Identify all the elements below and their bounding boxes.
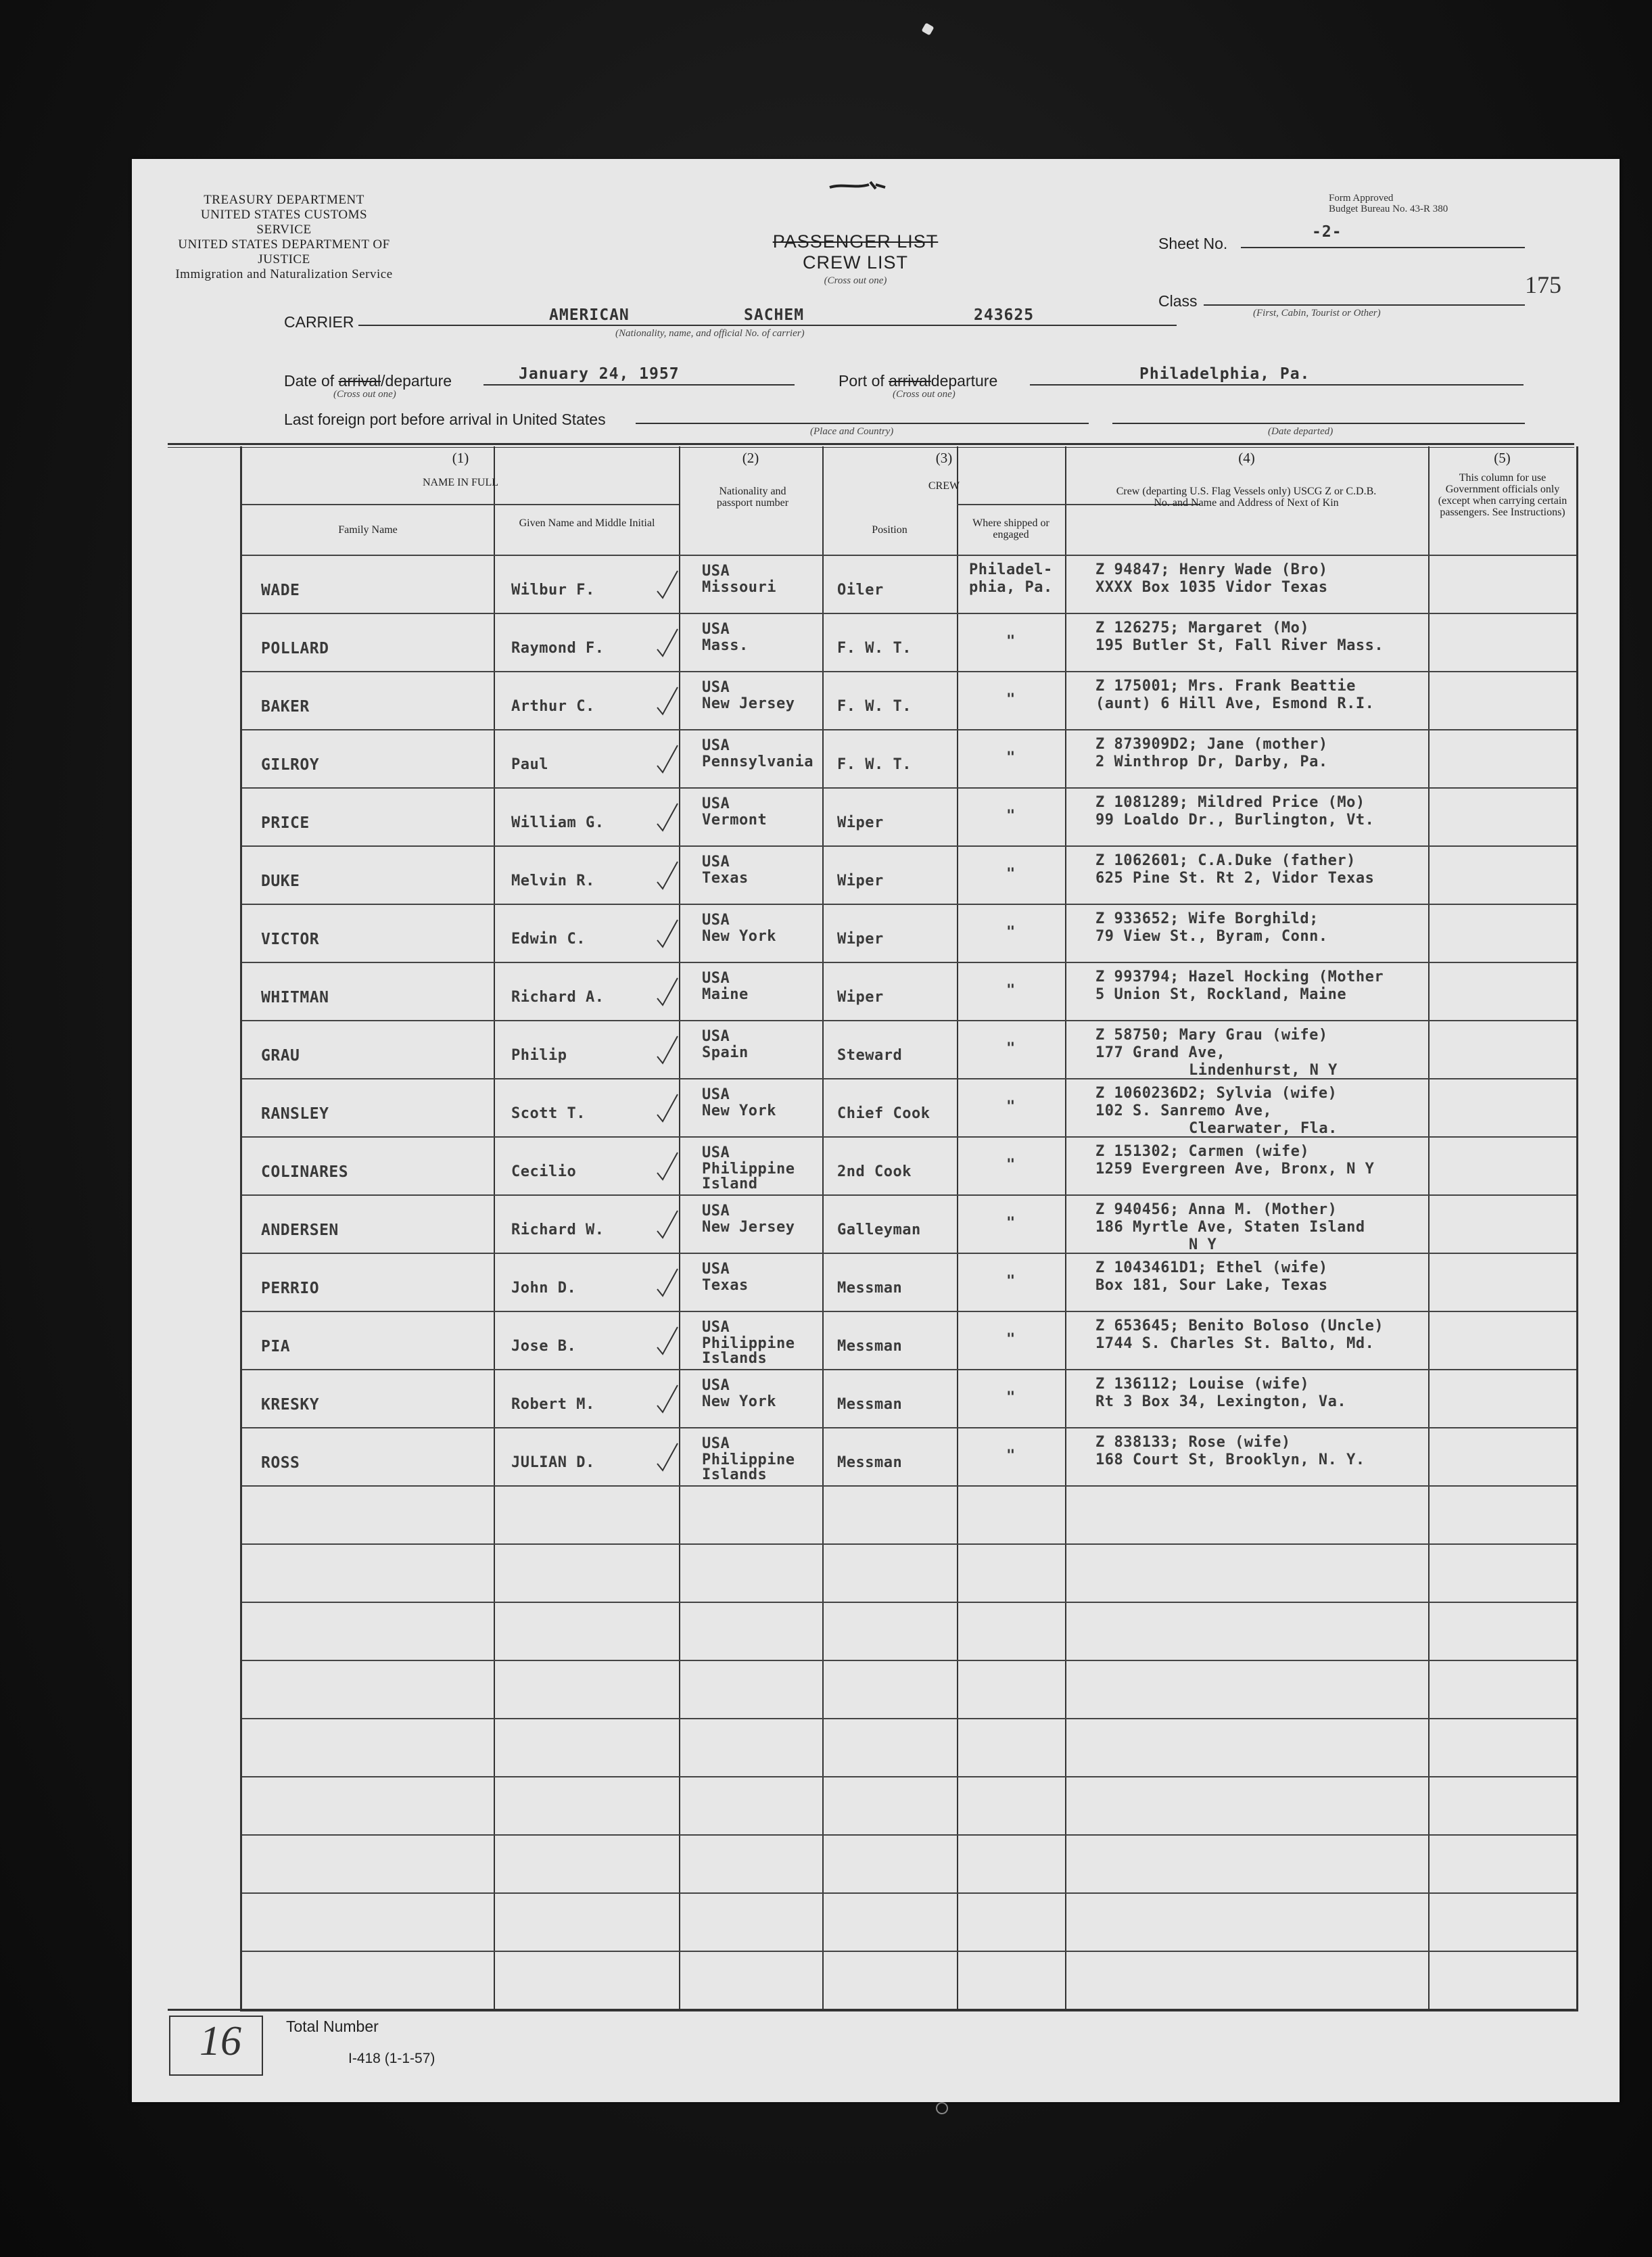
col3-shipped-header: Where shipped or engaged	[972, 517, 1049, 540]
crew-kin-cell: Z 933652; Wife Borghild;	[1095, 910, 1319, 927]
checkmark-icon	[653, 801, 680, 835]
checkmark-icon	[653, 1033, 680, 1067]
checkmark-icon	[653, 1092, 680, 1125]
date-label-rest: /departure	[381, 372, 452, 390]
row-divider	[242, 1834, 1576, 1836]
carrier-underline	[358, 325, 1177, 326]
port-label-rest: departure	[930, 372, 998, 390]
crew-shipped-cell: "	[1006, 1215, 1016, 1232]
col1-number: (1)	[452, 450, 469, 466]
title-crew-list: CREW LIST	[802, 252, 908, 273]
crew-kin-cell: 99 Loaldo Dr., Burlington, Vt.	[1095, 812, 1375, 829]
crew-nat-cell: USA	[702, 1203, 730, 1219]
crew-kin-cell: Z 1081289; Mildred Price (Mo)	[1095, 794, 1365, 811]
row-divider	[242, 1660, 1576, 1661]
crew-nat-cell: USA	[702, 679, 730, 696]
crew-family-cell: WHITMAN	[261, 989, 329, 1006]
crew-shipped-cell: "	[1006, 1273, 1016, 1290]
crew-nat-cell: USA	[702, 1144, 730, 1161]
crew-given-cell: Cecilio	[511, 1163, 577, 1180]
crew-nat-cell: USA	[702, 1086, 730, 1103]
crew-nat-cell: New Jersey	[702, 1219, 795, 1236]
crew-kin-cell: 79 View St., Byram, Conn.	[1095, 928, 1328, 945]
crew-kin-cell: Rt 3 Box 34, Lexington, Va.	[1095, 1393, 1347, 1410]
header-bottom-rule	[242, 555, 1576, 556]
crew-family-cell: ROSS	[261, 1454, 300, 1472]
agency-line-2: UNITED STATES CUSTOMS SERVICE	[200, 208, 368, 237]
crew-given-cell: Richard A.	[511, 989, 605, 1006]
col5-title: This column for use Government officials only (except when carrying certain passengers. See Instructions)	[1438, 472, 1567, 518]
crew-family-cell: KRESKY	[261, 1396, 320, 1414]
crew-given-cell: Jose B.	[511, 1338, 577, 1355]
row-divider	[242, 1543, 1576, 1545]
last-port-underline	[636, 423, 1089, 424]
total-label: Total Number	[286, 2018, 379, 2035]
row-divider	[242, 1369, 1576, 1370]
crew-family-cell: GRAU	[261, 1047, 300, 1065]
crew-shipped-cell: "	[1006, 866, 1016, 883]
crew-nat-cell: USA	[702, 1028, 730, 1045]
crew-kin-cell: Z 58750; Mary Grau (wife)	[1095, 1027, 1328, 1044]
crew-shipped-cell: "	[1006, 749, 1016, 766]
crew-kin-cell: N Y	[1189, 1236, 1217, 1253]
carrier-official-no: 243625	[974, 306, 1035, 324]
form-id: I-418 (1-1-57)	[348, 2051, 435, 2066]
crew-position-cell: Messman	[837, 1338, 903, 1355]
crew-shipped-cell: "	[1006, 1389, 1016, 1406]
crew-family-cell: POLLARD	[261, 640, 329, 657]
crew-position-cell: F. W. T.	[837, 698, 912, 715]
crew-position-cell: Galleyman	[837, 1221, 921, 1238]
crew-given-cell: Philip	[511, 1047, 567, 1064]
crew-nat-cell: New York	[702, 1393, 776, 1410]
date-caption: (Cross out one)	[333, 389, 396, 400]
row-divider	[242, 613, 1576, 614]
title-passenger-list: PASSENGER LIST	[772, 231, 939, 252]
crew-kin-cell: Z 653645; Benito Boloso (Uncle)	[1095, 1318, 1384, 1334]
column-divider	[822, 446, 824, 2009]
col4-title: Crew (departing U.S. Flag Vessels only) USCG Z or C.D.B. No. and Name and Address of Next of Kin	[1116, 486, 1377, 509]
sheet-value: -2-	[1312, 223, 1342, 241]
checkmark-icon	[653, 1441, 680, 1474]
crew-family-cell: WADE	[261, 582, 300, 599]
checkmark-icon	[653, 1266, 680, 1300]
agency-line-1: TREASURY DEPARTMENT	[204, 193, 364, 207]
crew-shipped-cell: "	[1006, 1447, 1016, 1464]
departure-date: January 24, 1957	[519, 365, 680, 383]
crew-kin-cell: 625 Pine St. Rt 2, Vidor Texas	[1095, 870, 1375, 887]
row-divider	[242, 962, 1576, 963]
crew-family-cell: GILROY	[261, 756, 320, 774]
table-top-rule	[168, 443, 1574, 445]
checkmark-icon	[653, 917, 680, 951]
carrier-name: SACHEM	[744, 306, 805, 324]
row-divider	[242, 1020, 1576, 1021]
crew-kin-cell: Z 1060236D2; Sylvia (wife)	[1095, 1085, 1338, 1102]
crew-nat-cell: USA	[702, 621, 730, 638]
row-divider	[242, 1311, 1576, 1312]
row-divider	[242, 1951, 1576, 1952]
col1-family-header: Family Name	[338, 524, 398, 536]
crew-given-cell: Arthur C.	[511, 698, 595, 715]
crew-shipped-cell: "	[1006, 808, 1016, 824]
crew-kin-cell: Z 993794; Hazel Hocking (Mother	[1095, 969, 1384, 985]
last-port-label: Last foreign port before arrival in United States	[284, 411, 606, 428]
agency-header	[172, 193, 396, 282]
last-port-place-caption: (Place and Country)	[810, 426, 894, 437]
crew-nat-cell: Philippine	[702, 1451, 795, 1468]
crew-position-cell: F. W. T.	[837, 640, 912, 657]
crew-kin-cell: Z 136112; Louise (wife)	[1095, 1376, 1310, 1393]
row-divider	[242, 1427, 1576, 1428]
crew-nat-cell: Pennsylvania	[702, 753, 813, 770]
date-label	[284, 372, 452, 390]
col2-title: Nationality and passport number	[716, 486, 789, 509]
crew-kin-cell: Z 838133; Rose (wife)	[1095, 1434, 1291, 1451]
crew-nat-cell: USA	[702, 563, 730, 580]
crew-nat-cell: Texas	[702, 870, 749, 887]
column-divider	[1428, 446, 1430, 2009]
class-underline	[1204, 304, 1525, 306]
row-divider	[242, 1078, 1576, 1079]
crew-shipped-cell: "	[1006, 1157, 1016, 1173]
crew-shipped-cell: "	[1006, 1331, 1016, 1348]
date-underline	[483, 384, 795, 386]
column-divider	[494, 446, 495, 2009]
last-port-date-underline	[1112, 423, 1525, 424]
row-divider	[242, 1602, 1576, 1603]
form-approved-line: Form Approved	[1329, 193, 1394, 204]
crew-kin-cell: 2 Winthrop Dr, Darby, Pa.	[1095, 753, 1328, 770]
row-divider	[242, 1194, 1576, 1196]
crew-table	[240, 446, 1578, 2011]
class-caption: (First, Cabin, Tourist or Other)	[1253, 308, 1381, 319]
crew-family-cell: BAKER	[261, 698, 310, 716]
crew-given-cell: Raymond F.	[511, 640, 605, 657]
crew-shipped-cell: "	[1006, 633, 1016, 650]
crew-given-cell: Robert M.	[511, 1396, 595, 1413]
row-divider	[242, 787, 1576, 789]
crew-nat-cell: Philippine	[702, 1335, 795, 1352]
crew-kin-cell: Z 873909D2; Jane (mother)	[1095, 736, 1328, 753]
crew-family-cell: PRICE	[261, 814, 310, 832]
checkmark-icon	[653, 626, 680, 660]
row-divider	[242, 1718, 1576, 1719]
crew-given-cell: Paul	[511, 756, 548, 773]
crew-given-cell: Melvin R.	[511, 872, 595, 889]
crew-kin-cell: 1744 S. Charles St. Balto, Md.	[1095, 1335, 1375, 1352]
crew-nat-cell: USA	[702, 1319, 730, 1336]
row-divider	[242, 1136, 1576, 1138]
crew-kin-cell: Z 940456; Anna M. (Mother)	[1095, 1201, 1338, 1218]
crew-kin-cell: XXXX Box 1035 Vidor Texas	[1095, 579, 1328, 596]
crew-kin-cell: 1259 Evergreen Ave, Bronx, N Y	[1095, 1161, 1375, 1178]
total-number: 16	[199, 2018, 241, 2064]
crew-kin-cell: 186 Myrtle Ave, Staten Island	[1095, 1219, 1365, 1236]
crew-kin-cell: Z 1043461D1; Ethel (wife)	[1095, 1259, 1328, 1276]
crew-position-cell: Messman	[837, 1396, 903, 1413]
row-divider	[242, 904, 1576, 905]
checkmark-icon	[653, 743, 680, 776]
crew-family-cell: DUKE	[261, 872, 300, 890]
crew-nat-cell: Texas	[702, 1277, 749, 1294]
crew-nat-cell: USA	[702, 912, 730, 929]
crew-position-cell: Messman	[837, 1280, 903, 1297]
crew-given-cell: Wilbur F.	[511, 582, 595, 599]
checkmark-icon	[653, 1324, 680, 1358]
agency-line-3: UNITED STATES DEPARTMENT OF JUSTICE	[178, 237, 390, 266]
class-label: Class	[1158, 292, 1198, 310]
crew-list-form	[132, 159, 1620, 2102]
crew-nat-cell: Philippine	[702, 1161, 795, 1178]
crew-nat-cell: Island	[702, 1176, 758, 1192]
checkmark-icon	[653, 684, 680, 718]
crew-kin-cell: Z 1062601; C.A.Duke (father)	[1095, 852, 1356, 869]
checkmark-icon	[653, 1208, 680, 1242]
crew-position-cell: Oiler	[837, 582, 884, 599]
col3-position-header: Position	[872, 524, 907, 536]
crew-nat-cell: Spain	[702, 1044, 749, 1061]
crew-kin-cell: 5 Union St, Rockland, Maine	[1095, 986, 1347, 1003]
crew-kin-cell: (aunt) 6 Hill Ave, Esmond R.I.	[1095, 695, 1375, 712]
crew-shipped-cell: "	[1006, 924, 1016, 941]
crew-nat-cell: USA	[702, 795, 730, 812]
column-divider	[957, 446, 958, 2009]
crew-position-cell: Wiper	[837, 872, 884, 889]
row-divider	[242, 729, 1576, 730]
checkmark-icon	[653, 568, 680, 602]
port-underline	[1030, 384, 1524, 386]
sheet-label: Sheet No.	[1158, 235, 1228, 252]
header-subdivider	[242, 504, 679, 505]
crew-kin-cell: 168 Court St, Brooklyn, N. Y.	[1095, 1451, 1365, 1468]
col5-number: (5)	[1494, 450, 1511, 466]
date-label-prefix: Date of	[284, 372, 335, 390]
crew-family-cell: VICTOR	[261, 931, 320, 948]
checkmark-icon	[653, 975, 680, 1009]
crew-position-cell: Wiper	[837, 931, 884, 948]
row-divider	[242, 1253, 1576, 1254]
crew-given-cell: Edwin C.	[511, 931, 586, 948]
crew-nat-cell: New York	[702, 928, 776, 945]
crew-family-cell: COLINARES	[261, 1163, 349, 1181]
title-note: (Cross out one)	[824, 275, 887, 286]
scan-mark	[936, 2102, 948, 2114]
budget-bureau-line: Budget Bureau No. 43-R 380	[1329, 204, 1448, 214]
col1-title: NAME IN FULL	[423, 477, 498, 488]
column-divider	[1065, 446, 1066, 2009]
row-divider	[242, 1485, 1576, 1487]
carrier-nationality: AMERICAN	[549, 306, 630, 324]
crew-shipped-cell: Philadel-	[969, 561, 1053, 578]
row-divider	[242, 845, 1576, 847]
carrier-label: CARRIER	[284, 313, 354, 331]
crew-family-cell: PIA	[261, 1338, 291, 1355]
crew-family-cell: ANDERSEN	[261, 1221, 339, 1239]
col2-number: (2)	[742, 450, 759, 466]
scribble-mark	[828, 179, 889, 193]
col3-number: (3)	[935, 450, 953, 466]
crew-shipped-cell: "	[1006, 691, 1016, 708]
date-label-struck: arrival	[338, 372, 381, 390]
crew-nat-cell: USA	[702, 1261, 730, 1278]
crew-kin-cell: Box 181, Sour Lake, Texas	[1095, 1277, 1328, 1294]
crew-position-cell: Wiper	[837, 989, 884, 1006]
crew-position-cell: Chief Cook	[837, 1105, 930, 1122]
crew-nat-cell: USA	[702, 1377, 730, 1394]
row-divider	[242, 1776, 1576, 1777]
crew-shipped-cell: "	[1006, 982, 1016, 999]
crew-kin-cell: 177 Grand Ave,	[1095, 1044, 1226, 1061]
crew-family-cell: RANSLEY	[261, 1105, 329, 1123]
row-divider	[242, 671, 1576, 672]
crew-nat-cell: Missouri	[702, 579, 776, 596]
agency-line-4: Immigration and Naturalization Service	[175, 267, 393, 281]
crew-given-cell: John D.	[511, 1280, 577, 1297]
crew-kin-cell: Clearwater, Fla.	[1189, 1120, 1338, 1137]
col3-title: CREW	[928, 480, 960, 492]
crew-kin-cell: Lindenhurst, N Y	[1189, 1062, 1338, 1079]
crew-kin-cell: Z 126275; Margaret (Mo)	[1095, 620, 1310, 636]
crew-given-cell: William G.	[511, 814, 605, 831]
crew-shipped-cell: "	[1006, 1098, 1016, 1115]
crew-position-cell: F. W. T.	[837, 756, 912, 773]
crew-given-cell: Richard W.	[511, 1221, 605, 1238]
crew-nat-cell: Mass.	[702, 637, 749, 654]
col1-given-header: Given Name and Middle Initial	[519, 517, 655, 529]
crew-kin-cell: Z 175001; Mrs. Frank Beattie	[1095, 678, 1356, 695]
port-caption: (Cross out one)	[893, 389, 955, 400]
crew-nat-cell: USA	[702, 1435, 730, 1452]
crew-position-cell: 2nd Cook	[837, 1163, 912, 1180]
carrier-caption: (Nationality, name, and official No. of carrier)	[615, 328, 805, 339]
row-divider	[242, 1892, 1576, 1894]
port-label	[839, 372, 997, 390]
crew-position-cell: Messman	[837, 1454, 903, 1471]
page-number: 175	[1525, 271, 1561, 298]
crew-nat-cell: Vermont	[702, 812, 768, 829]
sheet-underline	[1241, 247, 1525, 248]
crew-given-cell: Scott T.	[511, 1105, 586, 1122]
crew-nat-cell: Islands	[702, 1350, 768, 1367]
crew-position-cell: Wiper	[837, 814, 884, 831]
crew-kin-cell: Z 151302; Carmen (wife)	[1095, 1143, 1310, 1160]
crew-nat-cell: New York	[702, 1102, 776, 1119]
checkmark-icon	[653, 859, 680, 893]
last-port-date-caption: (Date departed)	[1268, 426, 1334, 437]
crew-nat-cell: New Jersey	[702, 695, 795, 712]
departure-port: Philadelphia, Pa.	[1139, 365, 1311, 383]
checkmark-icon	[653, 1150, 680, 1184]
crew-shipped-cell: phia, Pa.	[969, 579, 1053, 596]
form-approved	[1329, 193, 1448, 214]
crew-nat-cell: Islands	[702, 1466, 768, 1483]
table-bottom-rule	[168, 2009, 1574, 2011]
crew-position-cell: Steward	[837, 1047, 903, 1064]
crew-kin-cell: 102 S. Sanremo Ave,	[1095, 1102, 1273, 1119]
crew-kin-cell: 195 Butler St, Fall River Mass.	[1095, 637, 1384, 654]
crew-given-cell: JULIAN D.	[511, 1454, 595, 1471]
crew-nat-cell: Maine	[702, 986, 749, 1003]
crew-family-cell: PERRIO	[261, 1280, 320, 1297]
col4-number: (4)	[1238, 450, 1255, 466]
crew-nat-cell: USA	[702, 970, 730, 987]
crew-kin-cell: Z 94847; Henry Wade (Bro)	[1095, 561, 1328, 578]
crew-shipped-cell: "	[1006, 1040, 1016, 1057]
crew-nat-cell: USA	[702, 854, 730, 870]
checkmark-icon	[653, 1382, 680, 1416]
port-label-prefix: Port of	[839, 372, 884, 390]
port-label-struck: arrival	[889, 372, 931, 390]
crew-nat-cell: USA	[702, 737, 730, 754]
